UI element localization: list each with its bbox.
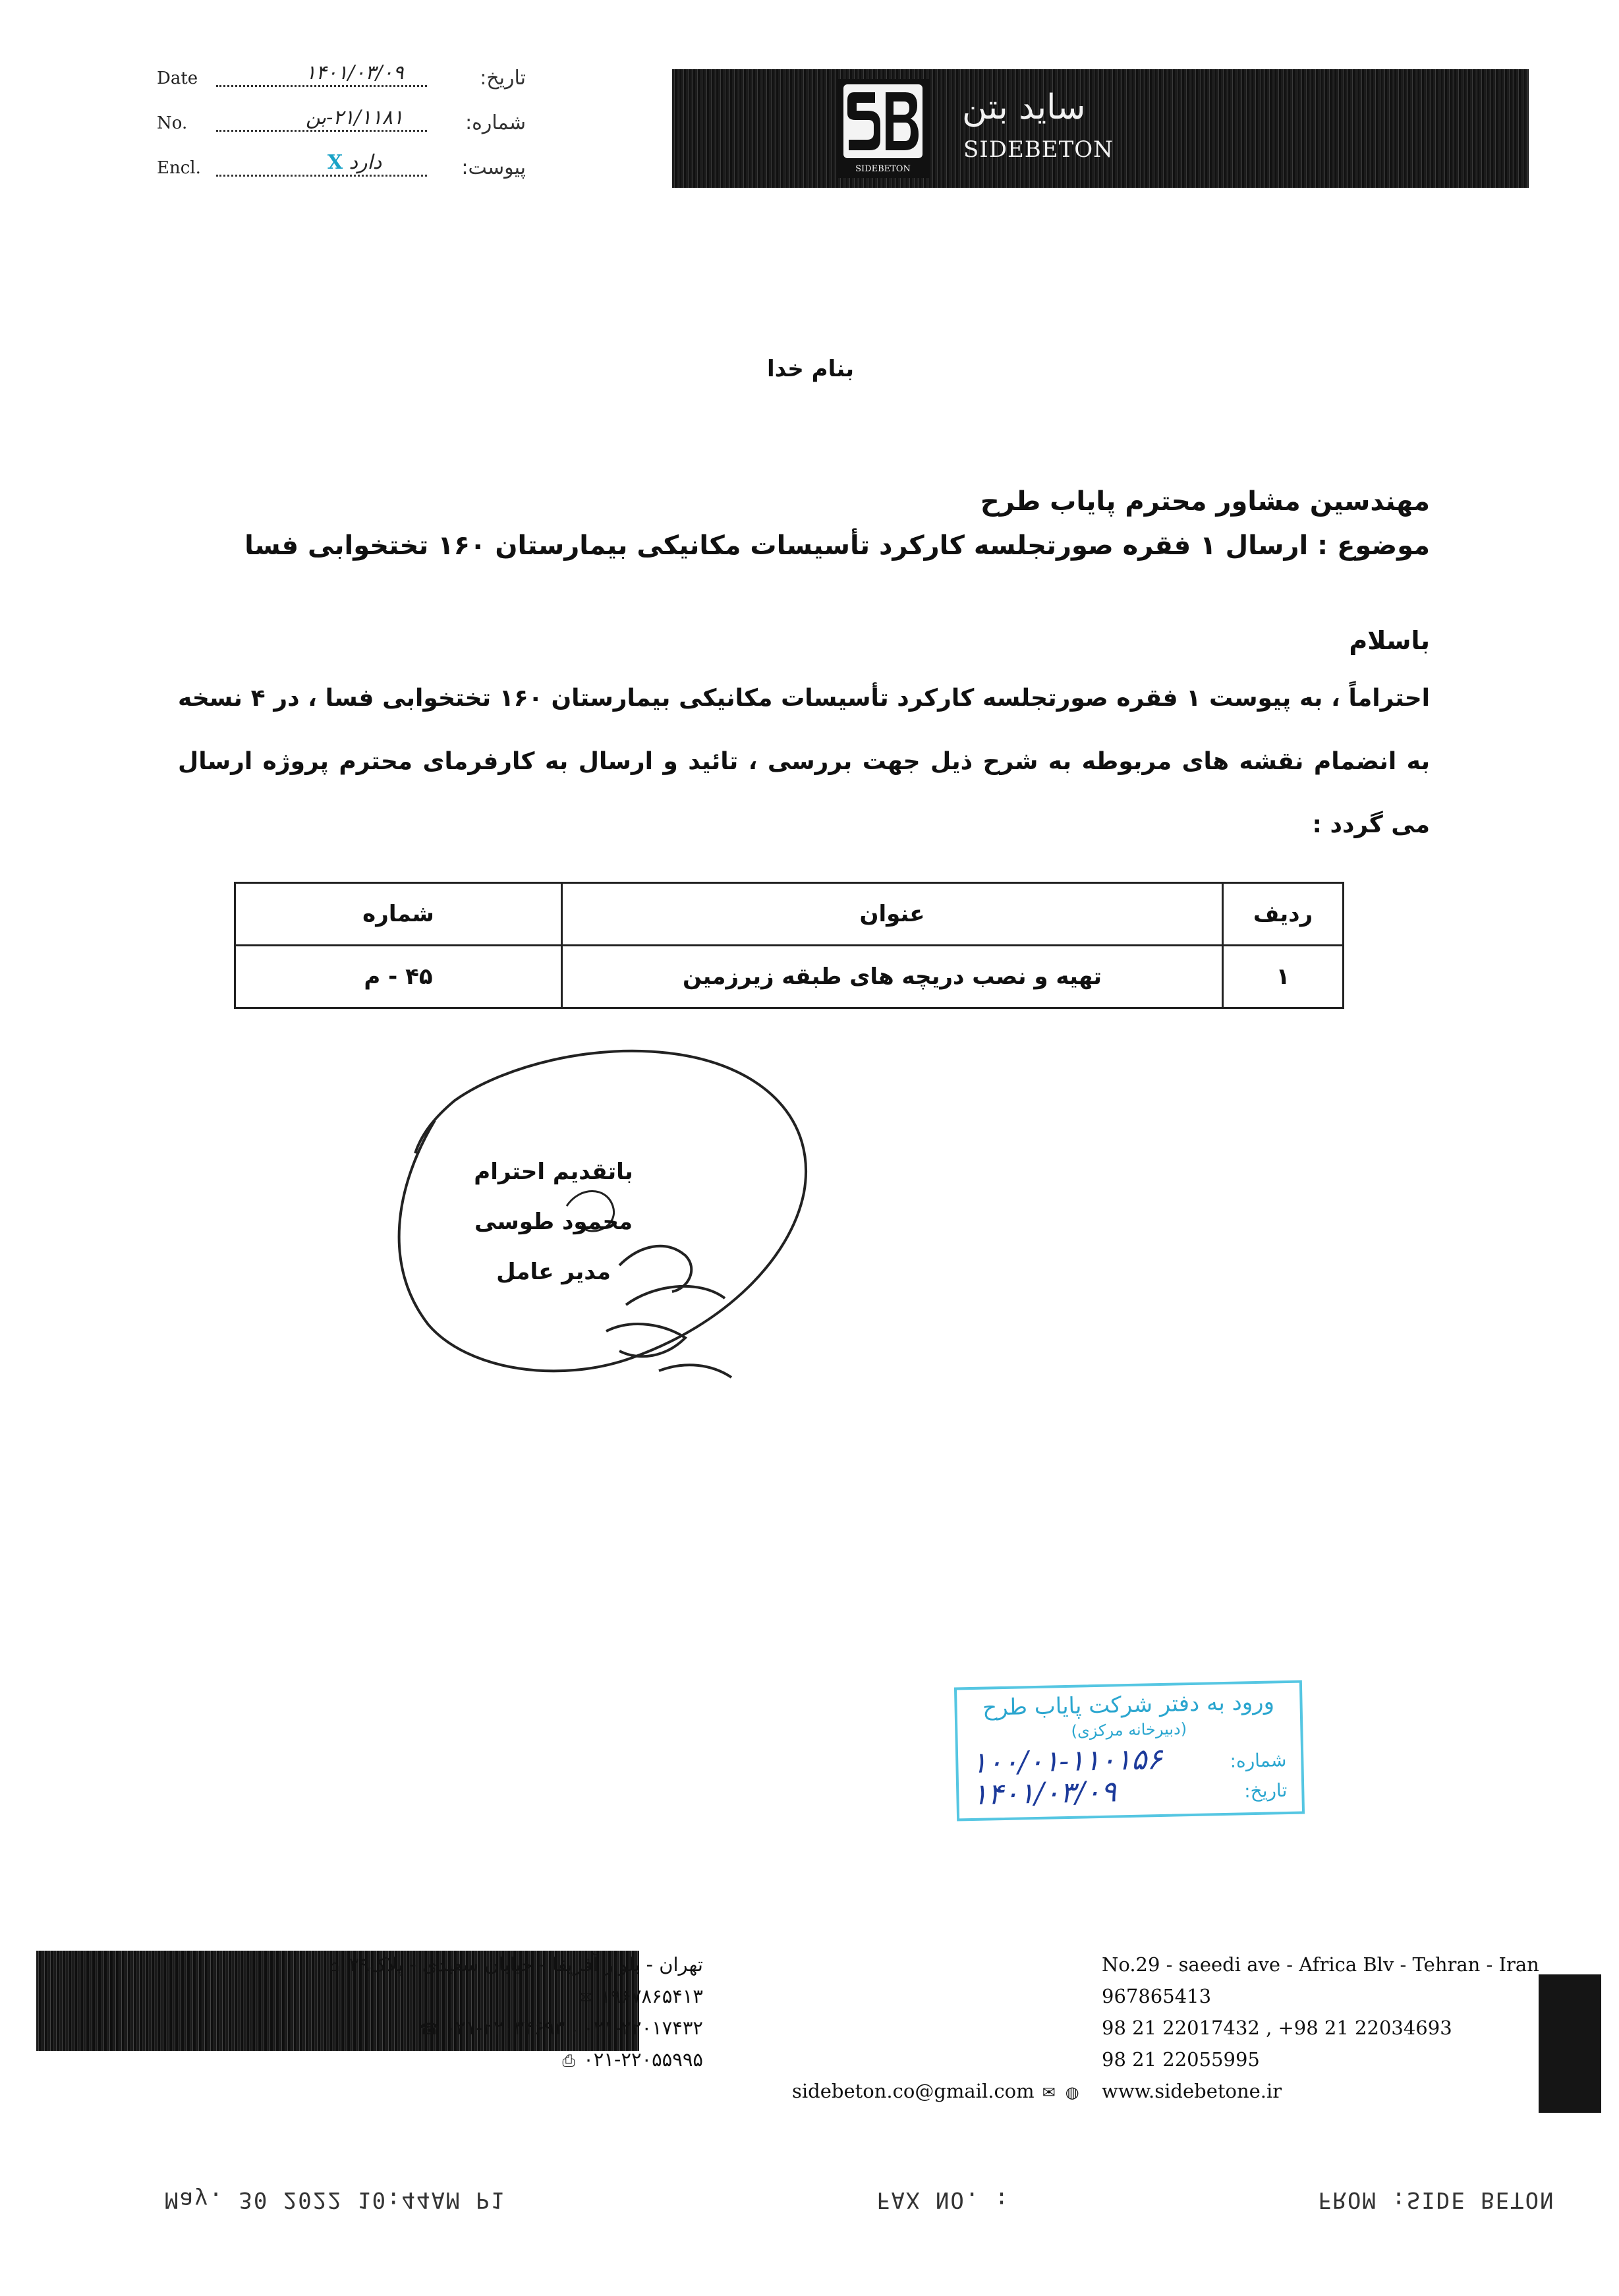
greeting: باسلام [1349, 626, 1430, 655]
stamp-number-value: ۱۰۰/۰۱-۱۱۰۱۵۶ [971, 1742, 1163, 1781]
subject: موضوع : ارسال ۱ فقره صورتجلسه کارکرد تأسیسات مکانیکی بیمارستان ۱۶۰ تختخوابی فسا [244, 531, 1430, 561]
table-header-row-no: ردیف [1223, 883, 1344, 946]
encl-value-text: دارد [349, 151, 382, 174]
table-cell-row-no: ۱ [1223, 946, 1344, 1008]
stamp-date-value: ۱۴۰۱/۰۳/۰۹ [971, 1775, 1117, 1812]
footer-fax-fa-text: ۰۲۱-۲۲۰۵۵۹۹۵ [583, 2048, 703, 2071]
table-cell-number: ۴۵ - م [235, 946, 562, 1008]
date-label-en: Date [157, 69, 198, 88]
footer-email-text: sidebeton.co@gmail.com [792, 2080, 1035, 2102]
home-icon: ⌂ [329, 1957, 340, 1975]
fax-datetime: May. 30 2022 10:44AM P1 [165, 2187, 505, 2213]
stamp-subtitle: (دبیرخانه مرکزی) [1071, 1719, 1187, 1740]
stamp-title: ورود به دفتر شرکت پایاب طرح [982, 1688, 1275, 1721]
logo-name-fa: ساید بتن [962, 88, 1086, 127]
footer-side-bar [1539, 1974, 1601, 2113]
enclosure-table [234, 882, 1344, 1009]
date-label-fa: تاریخ: [480, 67, 526, 90]
table-header-number: شماره [235, 883, 562, 946]
company-logo-banner [672, 69, 1529, 188]
footer-address-fa [326, 1953, 703, 1976]
signature-name: محمود طوسی [474, 1209, 633, 1235]
number-label-en: No. [157, 113, 188, 133]
encl-dots [216, 175, 427, 177]
logo-name-en: SIDEBETON [963, 136, 1114, 163]
number-label-fa: شماره: [465, 111, 526, 134]
fax-icon: ⎙ [562, 2052, 575, 2070]
table-header-title: عنوان [562, 883, 1223, 946]
footer-fax-en: 98 21 22055995 [1102, 2048, 1260, 2071]
signature-block [395, 1147, 712, 1297]
footer-fax-fa [560, 2048, 703, 2071]
encl-value [272, 151, 437, 174]
sidebeton-logo-icon [837, 79, 929, 178]
phone-icon: ☎ [419, 2020, 440, 2038]
footer-postal-fa [577, 1985, 703, 2007]
number-field [157, 99, 526, 138]
encl-label-fa: پیوست: [461, 156, 526, 179]
table-row [235, 946, 1344, 1008]
encl-check-mark: X [327, 151, 343, 174]
recipient: مهندسین مشاور محترم پایاب طرح [980, 486, 1430, 517]
received-stamp [954, 1680, 1305, 1821]
stamp-number-label: شماره: [1230, 1749, 1287, 1772]
fax-number: FAX NO. : [876, 2187, 1010, 2213]
number-value: ۲۱/۱۱۸۱-بن [305, 106, 404, 129]
footer-email [792, 2080, 1081, 2102]
encl-label-en: Encl. [157, 158, 201, 178]
table-header-row [235, 883, 1344, 946]
date-dots [216, 85, 427, 87]
date-field [157, 54, 526, 94]
table-cell-title: تهیه و نصب دریچه های طبقه زیرزمین [562, 946, 1223, 1008]
signature-closing: باتقدیم احترام [474, 1159, 633, 1185]
footer-postal-en: 967865413 [1102, 1985, 1212, 2007]
enclosure-field [157, 144, 526, 183]
stamp-date-label: تاریخ: [1243, 1779, 1288, 1802]
mailbox-icon: ✉ [579, 1988, 593, 2007]
email-icon: ✉ [1042, 2083, 1056, 2102]
footer-phone-fa-text: ۰۲۱-۲۲۰۱۷۴۳۲ ، ۰۲۱-۲۲۰۳۴۶۹۳ [445, 2017, 703, 2039]
footer-address-fa-text: تهران - بلوار آفریقا - خیابان سعیدی - پلاک۲۹ [349, 1953, 703, 1976]
footer-phone-en: 98 21 22017432 , +98 21 22034693 [1102, 2017, 1452, 2039]
signature-title: مدیر عامل [496, 1259, 611, 1285]
footer-phone-fa [419, 2017, 703, 2039]
letter-body: احتراماً ، به پیوست ۱ فقره صورتجلسه کارکرد تأسیسات مکانیکی بیمارستان ۱۶۰ تختخوابی فسا ، در ۴ نسخه به انضمام نقشه های مربوطه به شرح ذیل جهت بررسی ، تائید و ارسال به کارفرمای محترم پروژه ارسال می گردد : [178, 685, 1430, 838]
bismillah: بنام خدا [767, 356, 854, 382]
logo-small-text: SIDEBETON [855, 164, 911, 174]
number-dots [216, 130, 427, 132]
date-value: ۱۴۰۱/۰۳/۰۹ [305, 61, 404, 84]
fax-from: FROM :SIDE BETON [1318, 2187, 1555, 2213]
footer-website: www.sidebetone.ir [1102, 2080, 1282, 2102]
footer-address-en: No.29 - saeedi ave - Africa Blv - Tehran - Iran [1102, 1953, 1539, 1976]
footer-postal-fa-text: ۱۹۶۷۸۶۵۴۱۳ [600, 1985, 703, 2007]
web-icon: ◍ [1065, 2083, 1079, 2102]
